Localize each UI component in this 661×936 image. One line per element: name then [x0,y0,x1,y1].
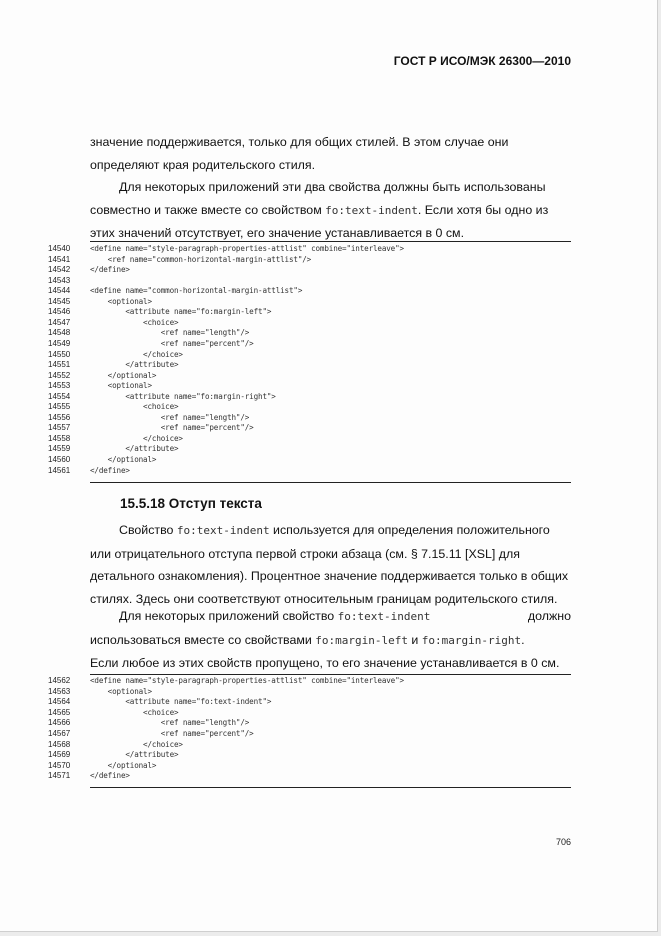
code-bottom-rule [90,482,571,483]
code-text: <choice> [90,317,179,327]
line-number: 14540 [48,244,71,253]
line-number: 14561 [48,465,71,475]
code-text: <optional> [90,686,152,696]
paragraph-4: Для некоторых приложений свойство fo:text-indent должно использоваться вместе со свойствами fo:margin-left и fo:margin-right. Если любое из этих свойств пропущено, то его значение устанавливается в 0 см. [90,605,571,675]
line-number: 14541 [48,254,71,264]
line-number: 14542 [48,265,71,275]
paragraph-2: Для некоторых приложений эти два свойства должны быть использованы совместно и также вместе со свойством fo:text-indent. Если хотя бы одно из этих значений отсутствует, его значение устанавливается в 0 см. [90,176,571,245]
line-number: 14546 [48,307,71,317]
line-number: 14549 [48,338,71,348]
code-line [48,729,571,739]
code-top-rule [90,241,571,242]
paragraph-3-line-2: или отрицательного отступа первой строки абзаца (см. § 7.15.11 [XSL] для [90,546,520,561]
code-text: </define> [90,465,130,475]
code-line [48,708,571,718]
line-number: 14559 [48,444,71,454]
code-line [48,687,571,697]
code-line [48,255,571,265]
inline-code: fo:margin-left [315,633,408,647]
inline-code: fo:text-indent [325,203,418,217]
code-text: <attribute name="fo:text-indent"> [90,697,272,707]
code-text: <choice> [90,402,179,412]
paragraph-1 [90,131,571,176]
paragraph-1-line-2: определяют края родительского стиля. [90,157,316,172]
code-text: </optional> [90,455,157,464]
paragraph-2-line-3: этих значений отсутствует, его значение устанавливается в 0 см. [90,226,465,240]
code-bottom-rule [90,787,571,788]
line-number: 14548 [48,328,71,338]
code-text: </attribute> [90,750,179,760]
line-number: 14556 [48,412,71,422]
code-line [48,761,571,771]
code-text: <ref name="percent"/> [90,729,254,738]
code-text: </define> [90,771,130,781]
page-number: 706 [555,837,571,847]
line-number: 14567 [48,729,71,738]
inline-code: fo:margin-right [421,633,522,647]
paragraph-1-line-1: значение поддерживается, только для общих стилей. В этом случае они [90,135,509,149]
code-line [48,455,571,465]
line-number: 14554 [48,391,71,401]
code-text: <optional> [90,381,152,391]
code-text: <ref name="length"/> [90,412,250,422]
code-listing-1 [48,240,571,486]
line-number: 14557 [48,423,71,433]
code-line [48,402,571,412]
code-text: </choice> [90,433,183,443]
code-line [48,276,571,286]
code-line [48,697,571,707]
line-number: 14570 [48,760,71,770]
code-line [48,286,571,296]
code-text: <define name="common-horizontal-margin-attlist"> [90,286,303,296]
paragraph-3-line-3: детального ознакомления). Процентное значение поддерживается только в общих [90,569,569,583]
code-text: <ref name="length"/> [90,718,250,728]
line-number: 14560 [48,455,71,464]
line-number: 14552 [48,370,71,380]
paragraph-3-line-4: стилях. Здесь они соответствуют относительным границам родительского стиля. [90,591,558,606]
code-text: <attribute name="fo:margin-left"> [90,307,272,317]
code-line [48,381,571,391]
code-text: <ref name="percent"/> [90,423,254,433]
line-number: 14555 [48,402,71,412]
line-number: 14562 [48,676,71,685]
code-text: <define name="style-paragraph-properties-attlist" combine="interleave"> [90,676,404,685]
code-line [48,676,571,686]
code-line [48,771,571,781]
line-number: 14550 [48,349,71,359]
code-text: <optional> [90,296,152,306]
code-text: </attribute> [90,360,179,370]
line-number: 14563 [48,686,71,696]
code-line [48,265,571,275]
line-number: 14547 [48,317,71,327]
code-line [48,244,571,254]
code-line [48,328,571,338]
code-line [48,423,571,433]
line-number: 14569 [48,750,71,760]
line-number: 14571 [48,771,71,781]
inline-code: fo:text-indent [176,524,270,537]
code-text: </attribute> [90,444,179,454]
paragraph-3: Свойство fo:text-indent используется для определения положительного или отрицательного отступа первой строки абзаца (см. § 7.15.11 [XSL] для детального ознакомления). Процентное значение поддерживается только в общих стилях. Здесь они соответствуют относительным границам родительского стиля. [90,519,571,610]
code-line [48,750,571,760]
line-number: 14565 [48,707,71,717]
code-line [48,339,571,349]
section-title: 15.5.18 Отступ текста [120,496,262,511]
line-number: 14566 [48,718,71,728]
code-line [48,466,571,476]
code-line [48,297,571,307]
code-text: <choice> [90,707,179,717]
code-top-rule [90,674,571,675]
code-text: </optional> [90,370,157,380]
code-line [48,318,571,328]
code-line [48,392,571,402]
inline-code: fo:text-indent [337,610,431,623]
line-number: 14543 [48,275,71,285]
code-text: <define name="style-paragraph-properties-attlist" combine="interleave"> [90,244,404,253]
code-text: <attribute name="fo:margin-right"> [90,391,276,401]
code-line [48,413,571,423]
code-line [48,371,571,381]
line-number: 14553 [48,381,71,391]
line-number: 14568 [48,739,71,749]
document-header: ГОСТ Р ИСО/МЭК 26300—2010 [393,54,571,68]
line-number: 14564 [48,697,71,707]
line-number: 14558 [48,433,71,443]
line-number: 14544 [48,286,71,296]
code-line [48,307,571,317]
code-line [48,444,571,454]
code-text: </choice> [90,739,183,749]
code-line [48,350,571,360]
code-text: <ref name="length"/> [90,328,250,338]
code-line [48,434,571,444]
code-listing-2 [48,673,571,791]
paragraph-2-line-1: Для некоторых приложений эти два свойства должны быть использованы [119,180,546,194]
code-text: <ref name="common-horizontal-margin-attlist"/> [90,254,312,264]
code-text: </define> [90,265,130,275]
code-line [48,740,571,750]
line-number: 14551 [48,360,71,370]
code-line [48,360,571,370]
code-text: <ref name="percent"/> [90,338,254,348]
code-text: </optional> [90,760,157,770]
paragraph-4-line-3: Если любое из этих свойств пропущено, то его значение устанавливается в 0 см. [90,656,560,670]
line-number: 14545 [48,296,71,306]
code-line [48,718,571,728]
code-text: </choice> [90,349,183,359]
